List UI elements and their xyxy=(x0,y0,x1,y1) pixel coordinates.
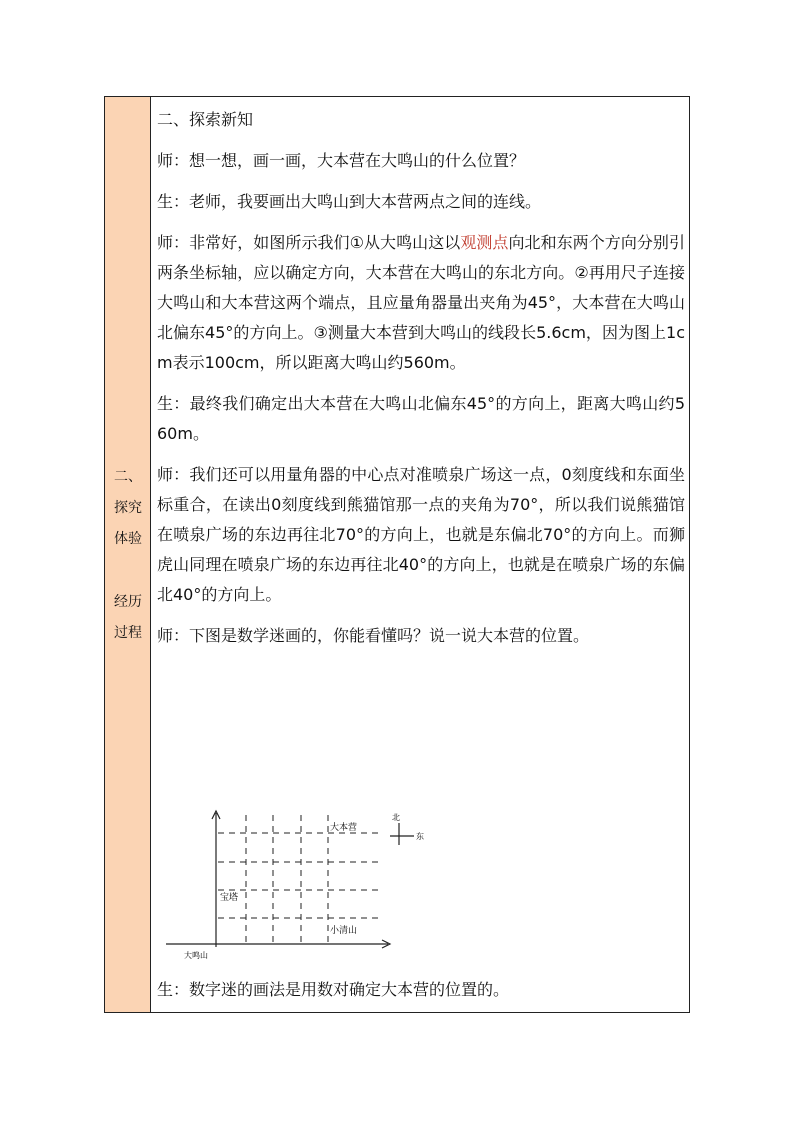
north-label: 北 xyxy=(392,813,400,822)
teacher-line: 师：想一想，画一画，大本营在大鸣山的什么位置？ xyxy=(157,151,526,170)
teacher-explanation xyxy=(157,228,685,378)
lesson-content xyxy=(157,105,685,662)
student-conclusion: 生：最终我们确定出大本营在大鸣山北偏东45°的方向上，距离大鸣山约560m。 xyxy=(157,394,685,443)
origin-label: 大鸣山 xyxy=(184,951,208,960)
section-heading: 二、探索新知 xyxy=(157,110,254,129)
small-hill-label: 小清山 xyxy=(330,926,358,936)
east-label: 东 xyxy=(416,832,424,841)
teacher-text: 师：非常好，如图所示我们①从大鸣山这以 xyxy=(157,233,461,252)
section-label-column xyxy=(105,97,151,1012)
camp-label: 大本营 xyxy=(330,823,358,833)
section-label-line: 过程 xyxy=(114,625,142,641)
tower-label: 宝塔 xyxy=(220,893,239,903)
student-line: 生：老师，我要画出大鸣山到大本营两点之间的连线。 xyxy=(157,192,542,211)
compass-icon xyxy=(390,823,414,845)
section-label-line: 经历 xyxy=(114,594,142,610)
section-label-line: 二、 xyxy=(114,469,142,485)
grid-lines xyxy=(218,815,378,943)
teacher-protractor-explanation: 师：我们还可以用量角器的中心点对准喷泉广场这一点，0刻度线和东面坐标重合，在读出0刻度线到熊猫馆那一点的夹角为70°，所以我们说熊猫馆在喷泉广场的东边再往北70°的方向上，也就是东偏北70°的方向上。而狮虎山同理在喷泉广场的东边再往北40°的方向上，也就是在喷泉广场的东偏北40°的方向上。 xyxy=(157,465,685,604)
hand-drawn-coordinate-diagram xyxy=(158,805,428,965)
teacher-question: 师：下图是数学迷画的，你能看懂吗？说一说大本营的位置。 xyxy=(157,626,590,645)
section-label-line: 探究 xyxy=(114,500,142,516)
student-answer: 生：数字迷的画法是用数对确定大本营的位置的。 xyxy=(157,980,510,999)
highlighted-term: 观测点 xyxy=(460,233,509,252)
section-label-line: 体验 xyxy=(114,531,142,547)
teacher-text: 向北和东两个方向分别引两条坐标轴，应以确定方向，大本营在大鸣山的东北方向。②再用尺子连接大鸣山和大本营这两个端点，且应量角器量出夹角为45°，大本营在大鸣山北偏东45°的方向上。③测量大本营到大鸣山的线段长5.6cm，因为图上1cm表示100cm，所以距离大鸣山约560m。 xyxy=(157,233,685,372)
